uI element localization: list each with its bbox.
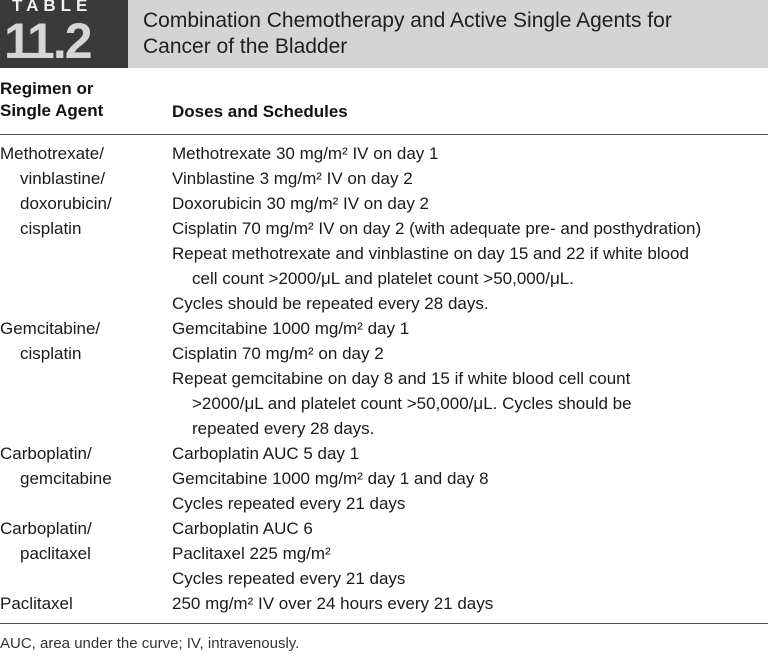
regimen-name-line: Methotrexate/ xyxy=(0,144,104,163)
table-title xyxy=(143,8,672,60)
regimen-name-line: Carboplatin/ xyxy=(0,444,92,463)
dose-line: Cycles repeated every 21 days xyxy=(172,494,406,513)
column-header-regimen xyxy=(0,78,103,122)
regimen-name-line: cisplatin xyxy=(20,344,82,363)
dose-line: Repeat gemcitabine on day 8 and 15 if white blood cell count xyxy=(172,369,631,388)
table-title-line-1: Combination Chemotherapy and Active Single Agents for xyxy=(143,9,672,32)
dose-line: Cycles repeated every 21 days xyxy=(172,569,406,588)
dose-line: Gemcitabine 1000 mg/m² day 1 and day 8 xyxy=(172,469,489,488)
table-title-line-2: Cancer of the Bladder xyxy=(143,35,348,58)
regimen-name-line: doxorubicin/ xyxy=(20,194,112,213)
dose-line: >2000/μL and platelet count >50,000/μL. Cycles should be xyxy=(192,394,632,413)
column-header-doses: Doses and Schedules xyxy=(172,102,348,121)
regimen-name-line: Paclitaxel xyxy=(0,594,73,613)
regimen-name-line: gemcitabine xyxy=(20,469,112,488)
dose-line: Paclitaxel 225 mg/m² xyxy=(172,544,331,563)
dose-line: repeated every 28 days. xyxy=(192,419,375,438)
table-number-badge xyxy=(0,0,128,68)
dose-line: Cycles should be repeated every 28 days. xyxy=(172,294,489,313)
dose-line: Methotrexate 30 mg/m² IV on day 1 xyxy=(172,144,439,163)
header-divider xyxy=(0,134,768,135)
table-label: TABLE xyxy=(12,0,93,15)
table-footnote: AUC, area under the curve; IV, intravenously. xyxy=(0,635,300,652)
regimen-name-line: Carboplatin/ xyxy=(0,519,92,538)
dose-line: Vinblastine 3 mg/m² IV on day 2 xyxy=(172,169,413,188)
dose-line: Gemcitabine 1000 mg/m² day 1 xyxy=(172,319,410,338)
dose-line: Repeat methotrexate and vinblastine on day 15 and 22 if white blood xyxy=(172,244,689,263)
regimen-name-line: Gemcitabine/ xyxy=(0,319,101,338)
dose-line: 250 mg/m² IV over 24 hours every 21 days xyxy=(172,594,494,613)
dose-line: Carboplatin AUC 6 xyxy=(172,519,313,538)
regimen-name-line: cisplatin xyxy=(20,219,82,238)
regimen-name-line: vinblastine/ xyxy=(20,169,106,188)
footer-divider xyxy=(0,623,768,624)
dose-line: Cisplatin 70 mg/m² IV on day 2 (with adequate pre- and posthydration) xyxy=(172,219,702,238)
regimen-name-line: paclitaxel xyxy=(20,544,91,563)
dose-line: cell count >2000/μL and platelet count >50,000/μL. xyxy=(192,269,574,288)
column-header-regimen-line-2: Single Agent xyxy=(0,101,104,120)
dose-line: Carboplatin AUC 5 day 1 xyxy=(172,444,360,463)
dose-line: Doxorubicin 30 mg/m² IV on day 2 xyxy=(172,194,430,213)
dose-line: Cisplatin 70 mg/m² on day 2 xyxy=(172,344,384,363)
table-number: 11.2 xyxy=(4,13,91,69)
column-header-regimen-line-1: Regimen or xyxy=(0,79,94,98)
